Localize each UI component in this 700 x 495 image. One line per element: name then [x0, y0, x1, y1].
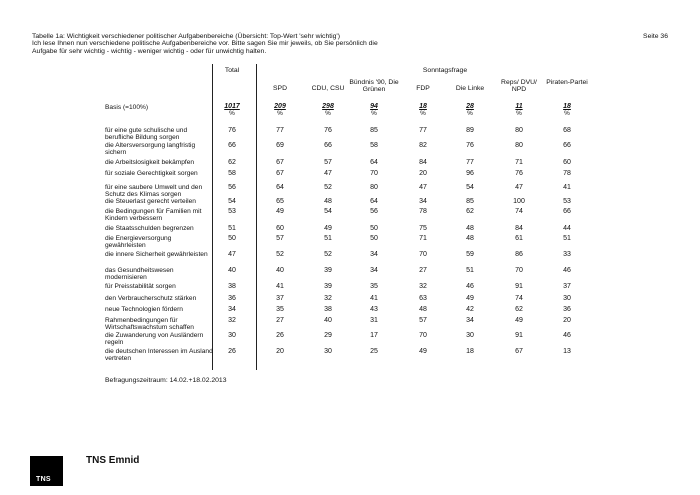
- row-label: die deutschen Interessen im Ausland vertreten: [105, 348, 213, 362]
- base-value: [452, 103, 488, 117]
- row-label: neue Technologien fördern: [105, 306, 183, 313]
- table-cell: 76: [515, 170, 523, 177]
- table-cell: 67: [515, 348, 523, 355]
- table-cell: 32: [228, 317, 236, 324]
- row-label: für Preisstabilität sorgen: [105, 283, 176, 290]
- sonntagsfrage-header: Sonntagsfrage: [422, 67, 468, 74]
- table-cell: 54: [228, 198, 236, 205]
- base-count: 18: [563, 103, 571, 110]
- table-description: [32, 33, 592, 55]
- table-cell: 50: [370, 225, 378, 232]
- table-cell: 66: [324, 142, 332, 149]
- base-value: [214, 103, 250, 117]
- table-cell: 20: [563, 317, 571, 324]
- tns-logo: [30, 456, 63, 486]
- table-cell: 60: [276, 225, 284, 232]
- row-label: die innere Sicherheit gewährleisten: [105, 251, 208, 258]
- table-cell: 91: [515, 332, 523, 339]
- table-cell: 84: [515, 225, 523, 232]
- table-cell: 59: [466, 251, 474, 258]
- table-cell: 58: [228, 170, 236, 177]
- tns-logo-text: TNS: [36, 476, 51, 483]
- table-cell: 58: [370, 142, 378, 149]
- table-cell: 74: [515, 208, 523, 215]
- base-count: 11: [515, 103, 523, 110]
- base-value: [356, 103, 392, 117]
- table-cell: 27: [276, 317, 284, 324]
- base-count: 94: [370, 103, 378, 110]
- table-cell: 40: [276, 267, 284, 274]
- table-cell: 13: [563, 348, 571, 355]
- table-cell: 44: [563, 225, 571, 232]
- table-cell: 34: [466, 317, 474, 324]
- table-cell: 70: [515, 267, 523, 274]
- table-cell: 46: [466, 283, 474, 290]
- table-cell: 20: [419, 170, 427, 177]
- column-header: FDP: [416, 85, 430, 92]
- table-cell: 17: [370, 332, 378, 339]
- table-cell: 37: [276, 295, 284, 302]
- table-cell: 41: [370, 295, 378, 302]
- table-cell: 56: [228, 184, 236, 191]
- table-cell: 34: [228, 306, 236, 313]
- table-cell: 32: [324, 295, 332, 302]
- table-cell: 50: [228, 235, 236, 242]
- table-cell: 34: [419, 198, 427, 205]
- table-cell: 30: [563, 295, 571, 302]
- table-cell: 35: [370, 283, 378, 290]
- table-cell: 42: [466, 306, 474, 313]
- table-cell: 89: [466, 127, 474, 134]
- table-cell: 52: [276, 251, 284, 258]
- table-cell: 51: [228, 225, 236, 232]
- table-cell: 40: [228, 267, 236, 274]
- base-value: [549, 103, 585, 117]
- base-value: [310, 103, 346, 117]
- question-line-1: Ich lese Ihnen nun verschiedene politische Aufgabenbereiche vor. Bitte sagen Sie mir jeweils, ob Sie persönlich die: [32, 40, 378, 48]
- table-cell: 52: [324, 251, 332, 258]
- table-cell: 25: [370, 348, 378, 355]
- table-cell: 67: [276, 170, 284, 177]
- base-unit: %: [516, 110, 522, 117]
- row-label: für eine gute schulische und berufliche Bildung sorgen: [105, 127, 188, 141]
- table-cell: 20: [276, 348, 284, 355]
- table-cell: 52: [324, 184, 332, 191]
- table-cell: 78: [563, 170, 571, 177]
- table-cell: 49: [419, 348, 427, 355]
- column-header: Reps/ DVU/ NPD: [501, 79, 537, 93]
- base-unit: %: [229, 110, 235, 117]
- table-cell: 54: [324, 208, 332, 215]
- table-cell: 64: [370, 159, 378, 166]
- table-cell: 71: [419, 235, 427, 242]
- page-number: Seite 36: [643, 33, 668, 40]
- total-header: Total: [224, 67, 240, 74]
- table-cell: 62: [466, 208, 474, 215]
- table-cell: 18: [466, 348, 474, 355]
- row-label: die Steuerlast gerecht verteilen: [105, 198, 196, 205]
- base-unit: %: [564, 110, 570, 117]
- table-cell: 48: [324, 198, 332, 205]
- table-cell: 29: [324, 332, 332, 339]
- base-count: 209: [274, 103, 286, 110]
- table-cell: 70: [419, 332, 427, 339]
- table-cell: 85: [370, 127, 378, 134]
- column-header: CDU, CSU: [311, 85, 345, 92]
- base-unit: %: [467, 110, 473, 117]
- table-cell: 41: [563, 184, 571, 191]
- table-cell: 33: [563, 251, 571, 258]
- table-cell: 57: [276, 235, 284, 242]
- table-cell: 49: [515, 317, 523, 324]
- table-cell: 32: [419, 283, 427, 290]
- table-cell: 48: [466, 225, 474, 232]
- base-unit: %: [420, 110, 426, 117]
- row-label: die Bedingungen für Familien mit Kindern verbessern: [105, 208, 202, 222]
- base-value: [262, 103, 298, 117]
- table-cell: 84: [419, 159, 427, 166]
- table-cell: 26: [228, 348, 236, 355]
- row-label: die Arbeitslosigkeit bekämpfen: [105, 159, 195, 166]
- table-cell: 39: [324, 283, 332, 290]
- base-count: 1017: [224, 103, 240, 110]
- row-label: Rahmenbedingungen für Wirtschaftswachstum schaffen: [105, 317, 194, 331]
- table-cell: 86: [515, 251, 523, 258]
- row-label: die Energieversorgung gewährleisten: [105, 235, 172, 249]
- table-cell: 36: [563, 306, 571, 313]
- table-cell: 80: [370, 184, 378, 191]
- table-cell: 51: [466, 267, 474, 274]
- table-cell: 76: [228, 127, 236, 134]
- table-cell: 40: [324, 317, 332, 324]
- table-cell: 77: [276, 127, 284, 134]
- brand-name: TNS Emnid: [86, 455, 140, 466]
- table-cell: 85: [466, 198, 474, 205]
- table-cell: 91: [515, 283, 523, 290]
- table-cell: 66: [563, 142, 571, 149]
- table-cell: 48: [419, 306, 427, 313]
- table-cell: 37: [563, 283, 571, 290]
- table-cell: 38: [228, 283, 236, 290]
- table-cell: 69: [276, 142, 284, 149]
- table-cell: 54: [466, 184, 474, 191]
- table-cell: 27: [419, 267, 427, 274]
- survey-period-note: Befragungszeitraum: 14.02.+18.02.2013: [105, 377, 227, 384]
- question-line-2: Aufgabe für sehr wichtig - wichtig - weniger wichtig - oder für unwichtig halten.: [32, 47, 267, 55]
- table-cell: 96: [466, 170, 474, 177]
- column-header: Bündnis '90, Die Grünen: [349, 79, 399, 93]
- table-cell: 34: [370, 251, 378, 258]
- table-cell: 80: [515, 127, 523, 134]
- base-unit: %: [277, 110, 283, 117]
- table-cell: 51: [324, 235, 332, 242]
- table-cell: 50: [370, 235, 378, 242]
- base-label: Basis (=100%): [105, 104, 149, 111]
- base-unit: %: [325, 110, 331, 117]
- table-cell: 47: [324, 170, 332, 177]
- table-cell: 75: [419, 225, 427, 232]
- table-cell: 60: [563, 159, 571, 166]
- table-cell: 67: [276, 159, 284, 166]
- table-cell: 46: [563, 267, 571, 274]
- table-cell: 30: [324, 348, 332, 355]
- table-cell: 36: [228, 295, 236, 302]
- table-cell: 57: [324, 159, 332, 166]
- column-header: Die Linke: [455, 85, 485, 92]
- table-cell: 53: [228, 208, 236, 215]
- table-cell: 78: [419, 208, 427, 215]
- table-cell: 66: [228, 142, 236, 149]
- table-cell: 31: [370, 317, 378, 324]
- table-cell: 49: [466, 295, 474, 302]
- table-cell: 64: [276, 184, 284, 191]
- table-cell: 30: [466, 332, 474, 339]
- table-cell: 61: [515, 235, 523, 242]
- table-cell: 41: [276, 283, 284, 290]
- table-cell: 76: [466, 142, 474, 149]
- table-cell: 77: [466, 159, 474, 166]
- table-cell: 39: [324, 267, 332, 274]
- table-cell: 62: [228, 159, 236, 166]
- table-cell: 82: [419, 142, 427, 149]
- row-label: die Altersversorgung langfristig sichern: [105, 142, 196, 156]
- table-title: Tabelle 1a: Wichtigkeit verschiedener politischer Aufgabenbereiche (Übersicht: Top-Wert 'sehr wichtig'): [32, 33, 340, 40]
- table-cell: 30: [228, 332, 236, 339]
- row-label: für eine saubere Umwelt und den Schutz des Klimas sorgen: [105, 184, 203, 198]
- table-cell: 38: [324, 306, 332, 313]
- row-label: die Zuwanderung von Ausländern regeln: [105, 332, 204, 346]
- base-count: 28: [466, 103, 474, 110]
- table-cell: 70: [419, 251, 427, 258]
- table-cell: 76: [324, 127, 332, 134]
- table-cell: 57: [419, 317, 427, 324]
- base-count: 18: [419, 103, 427, 110]
- table-cell: 48: [466, 235, 474, 242]
- table-cell: 70: [370, 170, 378, 177]
- column-header: Piraten-Partei: [546, 79, 588, 86]
- column-header: SPD: [273, 85, 287, 92]
- table-cell: 34: [370, 267, 378, 274]
- row-label: den Verbraucherschutz stärken: [105, 295, 197, 302]
- table-cell: 65: [276, 198, 284, 205]
- base-value: [405, 103, 441, 117]
- table-cell: 53: [563, 198, 571, 205]
- table-cell: 47: [419, 184, 427, 191]
- table-cell: 62: [515, 306, 523, 313]
- table-cell: 43: [370, 306, 378, 313]
- table-cell: 80: [515, 142, 523, 149]
- row-label: für soziale Gerechtigkeit sorgen: [105, 170, 198, 177]
- table-cell: 66: [563, 208, 571, 215]
- column-divider-total: [256, 64, 257, 370]
- table-cell: 51: [563, 235, 571, 242]
- base-value: [501, 103, 537, 117]
- base-unit: %: [371, 110, 377, 117]
- row-label: die Staatsschulden begrenzen: [105, 225, 194, 232]
- row-label: das Gesundheitswesen modernisieren: [105, 267, 174, 281]
- table-cell: 77: [419, 127, 427, 134]
- table-cell: 47: [515, 184, 523, 191]
- table-cell: 49: [276, 208, 284, 215]
- table-cell: 68: [563, 127, 571, 134]
- table-cell: 46: [563, 332, 571, 339]
- table-cell: 63: [419, 295, 427, 302]
- table-cell: 47: [228, 251, 236, 258]
- table-cell: 64: [370, 198, 378, 205]
- table-cell: 35: [276, 306, 284, 313]
- table-cell: 71: [515, 159, 523, 166]
- table-cell: 100: [513, 198, 525, 205]
- base-count: 298: [322, 103, 334, 110]
- table-cell: 74: [515, 295, 523, 302]
- table-cell: 56: [370, 208, 378, 215]
- table-cell: 49: [324, 225, 332, 232]
- table-cell: 26: [276, 332, 284, 339]
